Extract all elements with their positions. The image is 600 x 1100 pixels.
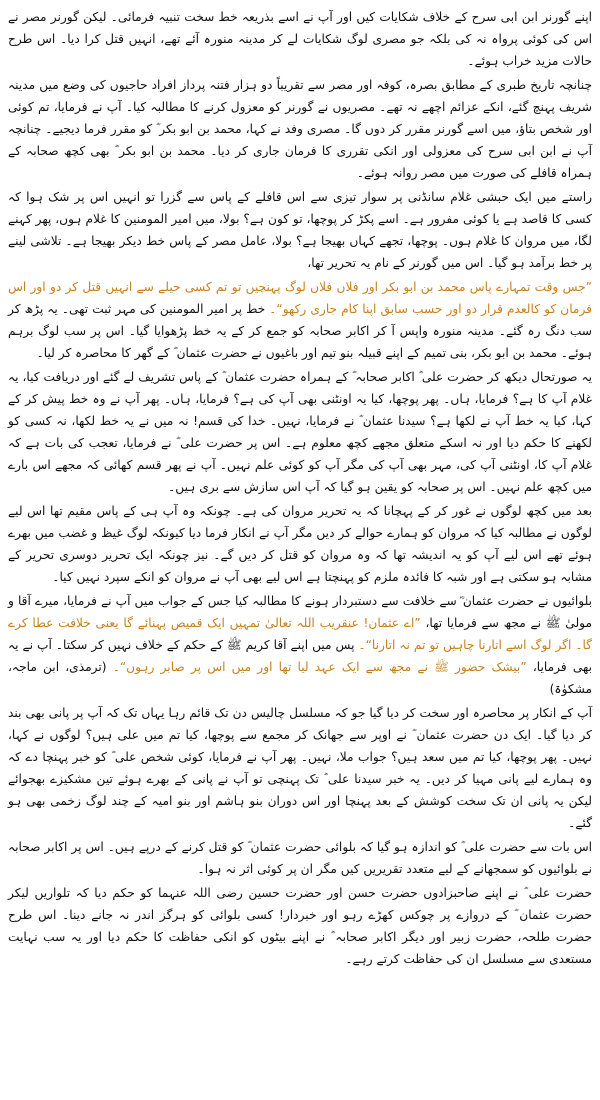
body-text: یہ صورتحال دیکھ کر حضرت علی ؓ اکابر صحابہ ؓ کے ہمراہ حضرت عثمان ؓ کے پاس تشریف لے گئے اور دریافت کیا، یہ غلام آپ کا ہے؟ فرمایا، ہاں۔ پھر پوچھا، کیا یہ اونٹنی بھی آپ کی ہے؟ فرمایا، ہاں۔ پھر آپ نے وہ خط پیش کر کے کہا، کیا یہ خط آپ نے لکھا ہے؟ سیدنا عثمان ؓ نے فرمایا، نہیں۔ خدا کی قسم! نہ میں نے یہ خط لکھا، نہ کسی کو لکھنے کا حکم دیا اور نہ اسکے متعلق مجھے کچھ معلوم ہے۔ اس پر حضرت علی ؓ نے فرمایا، تعجب کی بات ہے کہ غلام آپ کا، اونٹنی آپ کی، مہر بھی آپ کی مگر آپ کو کوئی علم نہیں۔ آپ نے پھر قسم کھائی کہ مجھے اس بارے میں کچھ علم نہیں۔ اس پر صحابہ کو یقین ہو گیا کہ آپ اس سازش سے بری ہیں۔	[8, 370, 592, 494]
body-text: بعد میں کچھ لوگوں نے غور کر کے پہچانا کہ یہ تحریر مروان کی ہے۔ چونکہ وہ آپ ہی کے پاس مقیم تھا اس لیے لوگوں نے مطالبہ کیا کہ مروان کو ہمارے حوالے کر دیں مگر آپ نے انکار فرما دیا کیونکہ لوگ غیظ و غضب میں بھرے ہوئے تھے اس لیے آپ کو یہ اندیشہ تھا کہ وہ مروان کو قتل کر دیں گے۔ نیز چونکہ ایک تحریر دوسری تحریر کے مشابہ ہو سکتی ہے اور شبہ کا فائدہ ملزم کو پہنچتا ہے اس لیے بھی آپ نے مروان کو انکے سپرد نہیں کیا۔	[8, 504, 592, 584]
body-text: اس بات سے حضرت علی ؓ کو اندازہ ہو گیا کہ بلوائی حضرت عثمان ؓ کو قتل کرنے کے درپے ہیں۔ اس پر اکابر صحابہ نے بلوائیوں کو سمجھانے کے لیے متعدد تقریریں کیں مگر ان پر کوئی اثر نہ ہوا۔	[8, 840, 592, 876]
body-text: خط پر امیر المومنین کی مہر ثبت تھی۔ یہ پڑھ کر سب دنگ رہ گئے۔ مدینہ منورہ واپس آ کر اکابر صحابہ کو جمع کر کے یہ خط پڑھوایا گیا۔ اس پر سب لوگ برہم ہوئے۔ محمد بن ابو بکر، بنی تمیم کے اپنے قبیلہ بنو تیم اور باغیوں نے حضرت عثمان ؓ کے گھر کا محاصرہ کر لیا۔	[8, 302, 592, 360]
quoted-text: ”اے عثمان! عنقریب اللہ تعالیٰ تمہیں ایک قمیص پہنائے گا یعنی خلافت عطا کرے گا۔ اگر لوگ اسے اتارنا چاہیں تو تم نہ اتارنا“۔	[8, 616, 592, 652]
body-text: پس میں اپنے آقا کریم ﷺ کے حکم کے خلاف نہیں کر سکتا۔ آپ نے یہ بھی فرمایا،	[8, 638, 592, 674]
body-text: آپ کے انکار پر محاصرہ اور سخت کر دیا گیا جو کہ مسلسل چالیس دن تک قائم رہا یہاں تک کہ آپ پر پانی بھی بند کر دیا گیا۔ ایک دن حضرت عثمان ؓ نے اوپر سے جھانک کر مجمع سے پوچھا، کیا تم میں علی ہیں؟ لوگوں نے کہا، نہیں۔ پھر پوچھا، کیا تم میں سعد ہیں؟ جواب ملا، نہیں۔ پھر آپ نے فرمایا، کوئی شخص علی ؓ کو خبر پہنچا دے کہ وہ ہمارے لیے پانی مہیا کر دیں۔ یہ خبر سیدنا علی ؓ تک پہنچی تو آپ نے پانی کے بھرے ہوئے تین مشکیزے بھجوائے لیکن یہ پانی ان تک سخت کوشش کے بعد پہنچا اور اس دوران بنو ہاشم اور بنو امیہ کے چند لوگ زخمی بھی ہو گئے۔	[8, 706, 592, 830]
citation: (ترمذی، ابن ماجہ، مشکوٰۃ)	[8, 660, 592, 696]
body-text: حضرت علی ؓ نے اپنے صاحبزادوں حضرت حسن اور حضرت حسین رضی اللہ عنہما کو حکم دیا کہ تلواریں لیکر حضرت عثمان ؓ کے دروازے پر چوکس کھڑے رہو اور خبردار! کسی بلوائی کو ہرگز اندر نہ جانے دینا۔ اس طرح حضرت طلحہ، حضرت زبیر اور دیگر اکابر صحابہ ؓ نے اپنے بیٹوں کو انکی حفاظت کا حکم دیا اور یہ سب نہایت مستعدی سے مسلسل ان کی حفاظت کرتے رہے۔	[8, 886, 592, 966]
paragraph-p2	[8, 74, 592, 184]
paragraph-p9	[8, 836, 592, 880]
quoted-text: ”بیشک حضور ﷺ نے مجھ سے ایک عہد لیا تھا اور میں اس پر صابر رہوں“۔	[112, 660, 527, 674]
paragraph-p10	[8, 882, 592, 970]
paragraph-p6	[8, 500, 592, 588]
paragraph-p7	[8, 590, 592, 700]
paragraph-p4	[8, 276, 592, 364]
quoted-text: ”جس وقت تمہارے پاس محمد بن ابو بکر اور فلاں فلاں لوگ پہنچیں تو تم کسی حیلے سے انہیں قتل کر دو اور اس فرمان کو کالعدم قرار دو اور حسب سابق اپنا کام جاری رکھو“۔	[8, 280, 592, 316]
body-text: اپنے گورنر ابن ابی سرح کے خلاف شکایات کیں اور آپ نے اسے بذریعہ خط سخت تنبیہ فرمائی۔ لیکن گورنر مصر نے اس کی کوئی پرواہ نہ کی بلکہ جو مصری لوگ شکایات لے کر مدینہ منورہ آئے تھے، انہیں قتل کرا دیا۔ اس طرح حالات مزید خراب ہوئے۔	[8, 10, 592, 68]
paragraph-p1	[8, 6, 592, 72]
body-text: بلوائیوں نے حضرت عثمان ؓ سے خلافت سے دستبردار ہونے کا مطالبہ کیا جس کے جواب میں آپ نے فرمایا، میرے آقا و مولیٰ ﷺ نے مجھ سے فرمایا تھا،	[8, 594, 592, 630]
paragraph-p3	[8, 186, 592, 274]
article-body	[8, 6, 592, 970]
paragraph-p8	[8, 702, 592, 834]
paragraph-p5	[8, 366, 592, 498]
body-text: چنانچہ تاریخ طبری کے مطابق بصرہ، کوفہ اور مصر سے تقریباً دو ہزار فتنہ پرداز افراد حاجیوں کی وضع میں مدینہ شریف پہنچ گئے، انکے عزائم اچھے نہ تھے۔ مصریوں نے گورنر کو معزول کرنے کا مطالبہ کیا۔ آپ نے فرمایا، تم کوئی اور شخص بتاؤ، میں اسے گورنر مقرر کر دوں گا۔ مصری وفد نے کہا، محمد بن ابو بکر ؓ کو مقرر فرما دیجیے۔ چنانچہ آپ نے ابن ابی سرح کی معزولی اور انکی تقرری کا فرمان جاری کر دیا۔ محمد بن ابو بکر ؓ بھی کچھ صحابہ کے ہمراہ قافلے کی صورت میں مصر روانہ ہوئے۔	[8, 78, 592, 180]
body-text: راستے میں ایک حبشی غلام سانڈنی پر سوار تیزی سے اس قافلے کے پاس سے گزرا تو انہیں اس پر شک ہوا کہ کسی کا قاصد ہے یا کوئی مفرور ہے۔ اسے پکڑ کر پوچھا، تو کون ہے؟ بولا، میں امیر المومنین کا غلام ہوں، پھر کہنے لگا، میں مروان کا غلام ہوں۔ پوچھا، تجھے کہاں بھیجا ہے؟ بولا، عامل مصر کے پاس خط دیکر بھیجا ہے۔ تلاشی لینے پر خط برآمد ہو گیا۔ اس میں گورنر کے نام یہ تحریر تھا،	[8, 190, 592, 270]
